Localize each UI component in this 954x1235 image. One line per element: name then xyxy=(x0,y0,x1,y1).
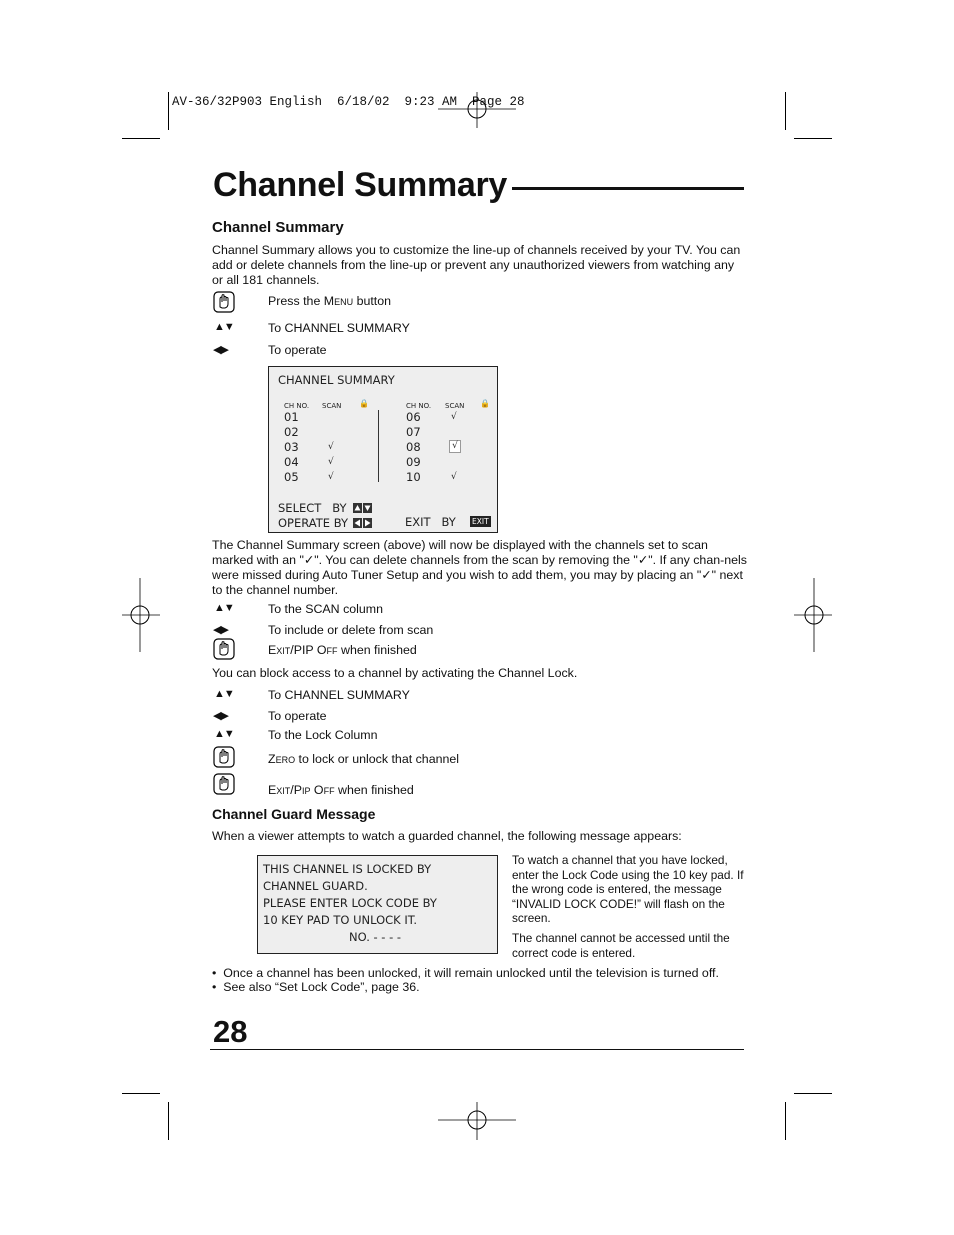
up-down-arrows-icon: ▲▼ xyxy=(214,602,234,614)
osd-channel: 06 xyxy=(406,410,421,424)
channel-guard-message-box xyxy=(257,855,498,954)
step-include-delete: To include or delete from scan xyxy=(268,623,434,637)
guard-line: CHANNEL GUARD. xyxy=(263,879,368,893)
step-to-operate-2: To operate xyxy=(268,709,327,723)
page-number: 28 xyxy=(213,1014,248,1049)
guard-line: THIS CHANNEL IS LOCKED BY xyxy=(263,862,432,876)
lock-code-instructions: To watch a channel that you have locked, enter the Lock Code using the 10 key pad. If the wrong code is entered, the message “INVALID LOCK CODE!” will flash on the screen. xyxy=(512,853,744,925)
registration-mark-icon xyxy=(794,578,832,652)
up-down-arrows-icon: ▲▼ xyxy=(214,688,234,700)
registration-mark-icon xyxy=(438,92,516,130)
print-header-line: AV-36/32P903 English 6/18/02 9:23 AM Page 28 xyxy=(172,95,525,109)
step-to-channel-summary: To CHANNEL SUMMARY xyxy=(268,321,410,335)
osd-col-ch-left: CH NO. xyxy=(284,402,310,410)
step-exit-when-finished: Exit/PIP Off when finished xyxy=(268,643,417,657)
exit-key-icon: EXIT xyxy=(472,517,489,526)
section-heading-channel-guard: Channel Guard Message xyxy=(212,806,376,822)
up-down-arrows-icon: ▲▼ xyxy=(214,728,234,740)
up-down-key-icon xyxy=(353,503,373,513)
channel-guard-intro: When a viewer attempts to watch a guarded channel, the following message appears: xyxy=(212,829,682,843)
osd-scan-check: √ xyxy=(451,472,457,482)
osd-operate-by: OPERATE BY xyxy=(278,516,348,530)
osd-channel: 07 xyxy=(406,425,421,439)
osd-channel: 04 xyxy=(284,455,299,469)
osd-channel: 09 xyxy=(406,455,421,469)
osd-channel: 10 xyxy=(406,470,421,484)
osd-scan-check: √ xyxy=(451,412,457,422)
osd-scan-check: √ xyxy=(328,442,334,452)
checkmark-paragraph: The Channel Summary screen (above) will now be displayed with the channels set to scan marked with an "✓". You can delete channels from the scan by removing the "✓". If any chan-nels were missed during Auto Tuner Setup and you wish to add them, you may by placing an "✓" next to the channel number. xyxy=(212,538,747,597)
osd-title: CHANNEL SUMMARY xyxy=(278,373,395,387)
hand-press-icon xyxy=(213,291,235,313)
hand-press-icon xyxy=(213,638,235,660)
osd-col-ch-right: CH NO. xyxy=(406,402,432,410)
osd-select-by: SELECT BY xyxy=(278,501,347,515)
osd-scan-check-selected: √ xyxy=(449,440,461,453)
osd-column-divider xyxy=(378,410,379,482)
left-right-arrows-icon: ◀▶ xyxy=(213,710,228,722)
osd-channel: 05 xyxy=(284,470,299,484)
osd-channel: 01 xyxy=(284,410,299,424)
osd-channel: 03 xyxy=(284,440,299,454)
channel-lock-paragraph: You can block access to a channel by activating the Channel Lock. xyxy=(212,666,578,680)
osd-channel: 08 xyxy=(406,440,421,454)
step-exit-pip-off: Exit/Pip Off when finished xyxy=(268,783,414,797)
osd-exit-by: EXIT BY xyxy=(405,515,456,529)
left-right-arrows-icon: ◀▶ xyxy=(213,624,228,636)
step-zero-lock: Zero to lock or unlock that channel xyxy=(268,752,460,766)
hand-press-icon xyxy=(213,746,235,768)
section-heading-channel-summary: Channel Summary xyxy=(212,219,344,236)
osd-scan-check: √ xyxy=(328,472,334,482)
up-down-arrows-icon: ▲▼ xyxy=(214,321,234,333)
lock-icon: 🔒 xyxy=(359,399,369,408)
osd-col-scan-left: SCAN xyxy=(322,402,342,410)
registration-mark-icon xyxy=(122,578,160,652)
osd-scan-check: √ xyxy=(328,457,334,467)
intro-paragraph: Channel Summary allows you to customize the line-up of channels received by your TV. You can add or delete channels from the line-up or prevent any unauthorized viewers from watching any or all 181 channels. xyxy=(212,243,741,287)
hand-press-icon xyxy=(213,773,235,795)
title-rule xyxy=(512,187,744,190)
registration-mark-icon xyxy=(438,1102,516,1140)
bullet-item: • Once a channel has been unlocked, it will remain unlocked until the television is turned off. xyxy=(212,966,719,980)
osd-col-scan-right: SCAN xyxy=(445,402,465,410)
step-to-scan-column: To the SCAN column xyxy=(268,602,384,616)
footer-rule xyxy=(210,1049,744,1050)
step-to-lock-column: To the Lock Column xyxy=(268,728,378,742)
guard-line: 10 KEY PAD TO UNLOCK IT. xyxy=(263,913,418,927)
step-to-channel-summary-2: To CHANNEL SUMMARY xyxy=(268,688,410,702)
step-press-menu: Press the Menu button xyxy=(268,294,392,308)
access-note: The channel cannot be accessed until the correct code is entered. xyxy=(512,931,730,960)
step-to-operate: To operate xyxy=(268,343,327,357)
left-right-key-icon xyxy=(353,518,373,528)
bullet-item: • See also “Set Lock Code”, page 36. xyxy=(212,980,420,994)
page-title: Channel Summary xyxy=(213,166,508,204)
guard-line: PLEASE ENTER LOCK CODE BY xyxy=(263,896,437,910)
osd-channel: 02 xyxy=(284,425,299,439)
lock-code-entry: NO. - - - - xyxy=(349,930,402,944)
left-right-arrows-icon: ◀▶ xyxy=(213,344,228,356)
channel-summary-screen xyxy=(268,366,498,533)
lock-icon: 🔒 xyxy=(480,399,490,408)
